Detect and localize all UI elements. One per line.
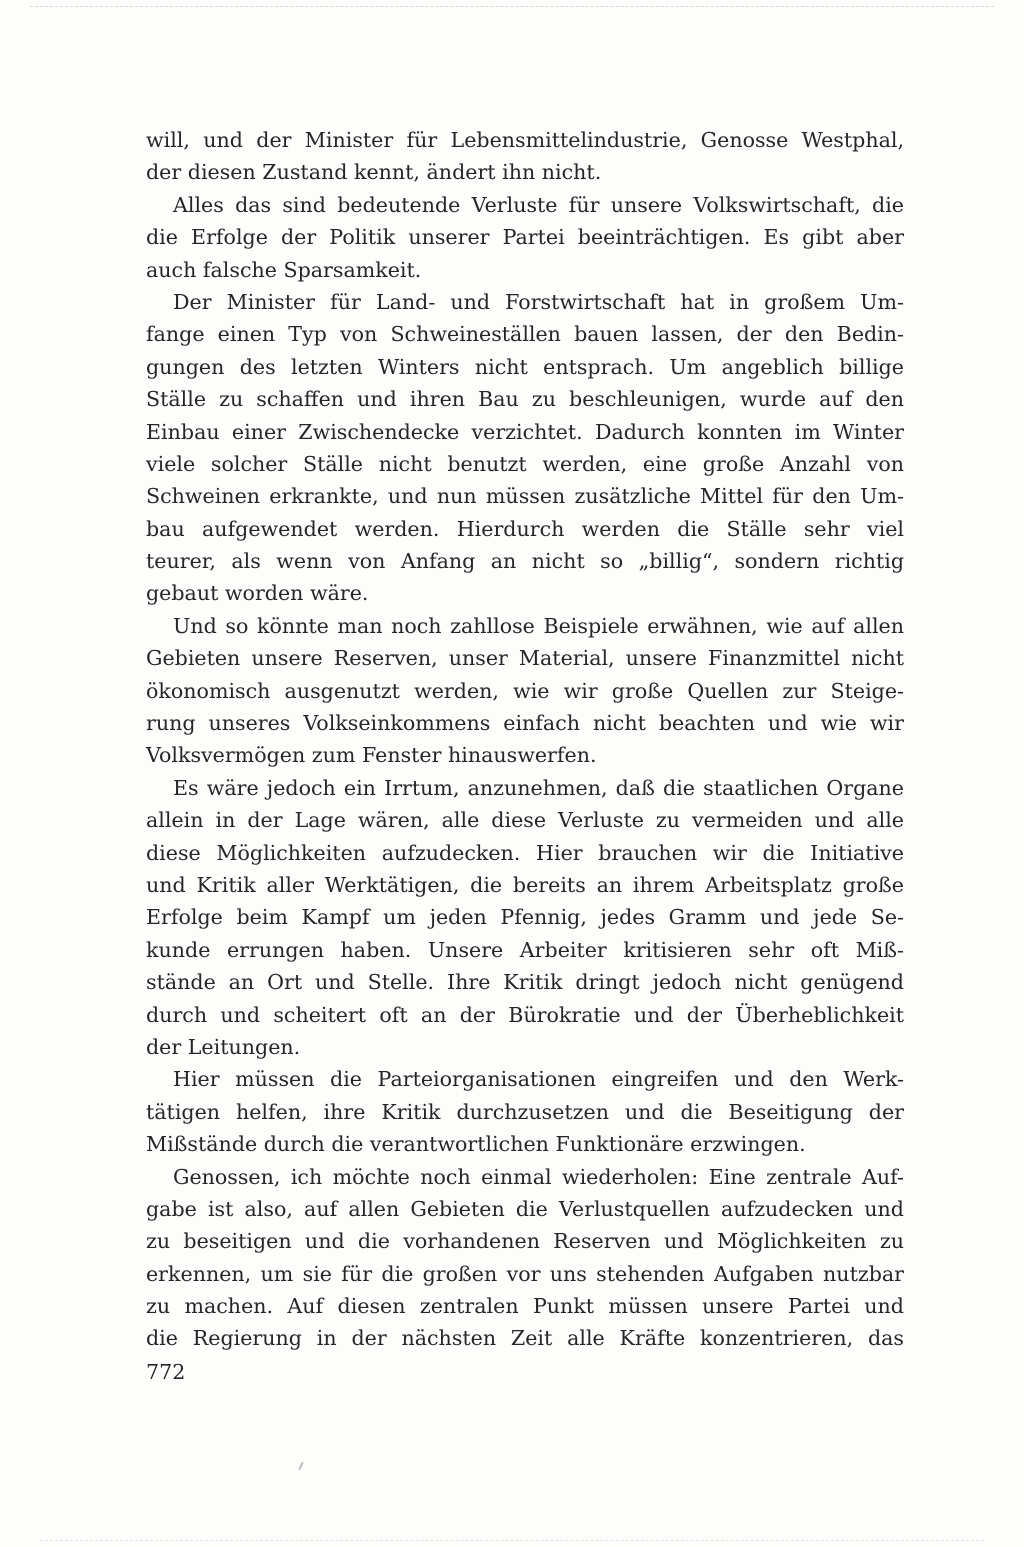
text-line: diese Möglichkeiten aufzudecken. Hier brauchen wir die Initiative <box>146 840 904 865</box>
text-line: gebaut worden wäre. <box>146 581 369 606</box>
text-line: der Leitungen. <box>146 1034 301 1059</box>
text-line: Hier müssen die Parteiorganisationen eingreifen und den Werk- <box>173 1067 904 1092</box>
text-line: Alles das sind bedeutende Verluste für unsere Volkswirtschaft, die <box>173 192 904 217</box>
text-line: erkennen, um sie für die großen vor uns stehenden Aufgaben nutzbar <box>146 1261 904 1286</box>
text-line: der diesen Zustand kennt, ändert ihn nicht. <box>146 160 602 185</box>
text-line: kunde errungen haben. Unsere Arbeiter kritisieren sehr oft Miß- <box>146 937 904 962</box>
text-line: teurer, als wenn von Anfang an nicht so „billig“, sondern richtig <box>146 549 904 574</box>
text-line: die Erfolge der Politik unserer Partei beeinträchtigen. Es gibt aber <box>146 225 904 250</box>
text-line: Einbau einer Zwischendecke verzichtet. Dadurch konnten im Winter <box>146 419 904 444</box>
text-line: will, und der Minister für Lebensmittelindustrie, Genosse Westphal, <box>146 128 904 152</box>
text-line: fange einen Typ von Schweineställen bauen lassen, der den Bedin- <box>146 322 904 347</box>
body-text <box>146 124 904 1355</box>
text-line: Genossen, ich möchte noch einmal wiederholen: Eine zentrale Auf- <box>173 1164 904 1189</box>
text-line: Der Minister für Land- und Forstwirtschaft hat in großem Um- <box>173 289 904 314</box>
text-line: Ställe zu schaffen und ihren Bau zu beschleunigen, wurde auf den <box>146 387 904 412</box>
text-line: gabe ist also, auf allen Gebieten die Verlustquellen aufzudecken und <box>146 1196 904 1221</box>
scan-edge-top <box>30 6 994 10</box>
text-line: durch und scheitert oft an der Bürokratie und der Überheblichkeit <box>146 1002 904 1027</box>
text-line: auch falsche Sparsamkeit. <box>146 257 422 282</box>
text-line: bau aufgewendet werden. Hierdurch werden die Ställe sehr viel <box>146 516 904 541</box>
text-line: und Kritik aller Werktätigen, die bereits an ihrem Arbeitsplatz große <box>146 872 904 897</box>
text-line: gungen des letzten Winters nicht entsprach. Um angeblich billige <box>146 354 904 379</box>
text-line: Erfolge beim Kampf um jeden Pfennig, jedes Gramm und jede Se- <box>146 905 904 930</box>
text-line: ökonomisch ausgenutzt werden, wie wir große Quellen zur Steige- <box>146 678 904 703</box>
text-line: Schweinen erkrankte, und nun müssen zusätzliche Mittel für den Um- <box>146 484 904 509</box>
scan-edge-bottom <box>40 1538 984 1541</box>
text-line: Und so könnte man noch zahllose Beispiele erwähnen, wie auf allen <box>173 613 904 638</box>
text-line: Volksvermögen zum Fenster hinauswerfen. <box>146 743 597 768</box>
text-line: die Regierung in der nächsten Zeit alle Kräfte konzentrieren, das <box>146 1326 904 1351</box>
text-line: zu machen. Auf diesen zentralen Punkt müssen unsere Partei und <box>146 1294 904 1319</box>
scan-speck <box>298 1462 303 1470</box>
text-line: allein in der Lage wären, alle diese Verluste zu vermeiden und alle <box>146 808 904 833</box>
page-number: 772 <box>146 1360 186 1384</box>
text-line: viele solcher Ställe nicht benutzt werden, eine große Anzahl von <box>146 451 904 476</box>
text-line: Mißstände durch die verantwortlichen Funktionäre erzwingen. <box>146 1132 806 1157</box>
text-line: zu beseitigen und die vorhandenen Reserven und Möglichkeiten zu <box>146 1229 904 1254</box>
text-line: Es wäre jedoch ein Irrtum, anzunehmen, daß die staatlichen Organe <box>173 775 904 800</box>
text-line: rung unseres Volkseinkommens einfach nicht beachten und wie wir <box>146 711 904 736</box>
text-line: stände an Ort und Stelle. Ihre Kritik dringt jedoch nicht genügend <box>146 970 904 995</box>
text-line: Gebieten unsere Reserven, unser Material, unsere Finanzmittel nicht <box>146 646 904 671</box>
text-line: tätigen helfen, ihre Kritik durchzusetzen und die Beseitigung der <box>146 1099 904 1124</box>
